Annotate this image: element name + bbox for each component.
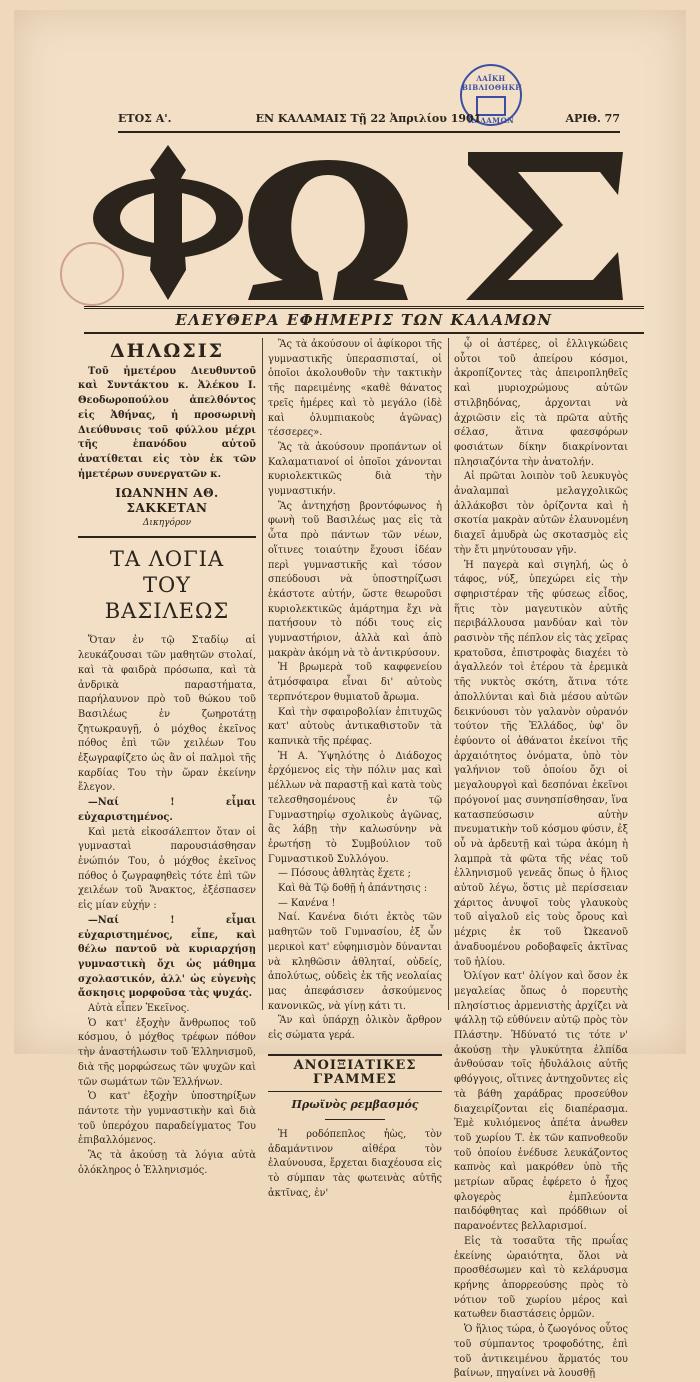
- paragraph: Καὶ θὰ Τῷ δοθῇ ἡ ἀπάντησις :: [278, 883, 428, 895]
- column-3: [454, 338, 628, 1380]
- spring-subtitle: Πρωϊνὸς ρεμβασμός: [291, 1098, 419, 1112]
- paragraph: Ἂν καὶ ὑπάρχῃ ὁλικὸν ἄρθρον εἰς σώματα γερά.: [268, 1015, 442, 1042]
- column-divider: [262, 338, 263, 1010]
- article-title-line-1: ΤΑ ΛΟΓΙΑ: [109, 547, 225, 572]
- column-1: [78, 338, 256, 1176]
- article-title: [78, 546, 256, 624]
- place-date: ΕΝ ΚΑΛΑΜΑΙΣ Τῇ 22 Ἀπριλίου 1901: [255, 112, 482, 125]
- paragraph: Καὶ μετὰ εἰκοσάλεπτον ὅταν οἱ γυμνασταὶ παρουσιάσθησαν ἐνώπιόν Του, ὁ μόχθος ἐκεῖνος πόθος ὁ ζωγραφηθεὶς τότε ἐπὶ τῶν χειλέων τοῦ Ἄνακτος, ἐξέσπασεν εἰς μίαν εὐχήν :: [78, 826, 256, 912]
- spring-title: ΑΝΟΙΞΙΑΤΙΚΕΣ ΓΡΑΜΜΕΣ: [268, 1054, 442, 1092]
- paragraph: Αὐτὰ εἶπεν Ἐκεῖνος.: [88, 1003, 190, 1015]
- paragraph: Ὁ κατ' ἐξοχὴν ὑποστηρίξων πάντοτε τὴν γυμναστικὴν καὶ διὰ τοῦ ὑπερόχου παραδείγματος Του ἐπιβαλλόμενος.: [78, 1091, 256, 1147]
- paragraph: Ἡ παγερὰ καὶ σιγηλή, ὡς ὁ τάφος, νύξ, ὑπεχώρει εἰς τὴν σφηριστέραν τῆς φύσεως εἶδος, ἥτις τὸν μαγευτικὸν αὐτῆς περιβάλλουσα μανδύαν καὶ τὸν ρασινὸν τῆς πέπλον εἰς τὰς χεῖρας κρατοῦσα, ἐπιστροφὰς διαχέει τὸ ἀγαλλεόν τοὶ ἑτέρου τὰ ἐρεμικὰ τῆς νυκτὸς σκότη, ἅτινα τότε ἀπολλύνται καὶ διὰ μέσου αὐτῶν δεικνύουσι τὸν γαλανὸν οὐρανόν τούτον τῆς Ἑλλάδος, ὑφ' ὃν ἐφύοντο οἱ ἀθάνατοι ἐκείνοι τῆς ἀρχαιότητος ὁνόματα, ὑπὸ τὸν γαλήνιον τοῦ ὁποίου ὄχι οἱ μεγαλουργοὶ καὶ δεσπόναι ἐκεῖνοι πρόγονοί μας συνησπίσθησαν, ἵνα κατασπεύσωσιν αὐτὴν πνευματικὴν τοῦ κόσμου φύσιν, ἐξ οὗ νὰ ἀρδευτῇ καὶ τώρα ἀκόμη ἡ λαμπρὰ τὰ φῶτα τῆς νέας τοῦ ἑλληνισμοῦ γενεᾶς ὅπως ὁ ἥλιος αὐτοῦ λέγω, ὅστις μὲ περίσσειαν χάριτος ἀνυψοῖ τοὺς γλαυκοὺς τοῦ αἰγαλοῦ εἰς τοὺς ὄρους καὶ μέχρις ἐκ τοῦ Ὠκεανοῦ ἀναδυομένου ροδοβαφεῖς ἀκτῖνας τοῦ ἡλίου.: [454, 559, 628, 968]
- paragraph: Ναί. Κανένα διότι ἐκτὸς τῶν μαθητῶν τοῦ Γυμνασίου, ἐξ ὧν μερικοὶ κατ' εὐφημισμὸν δύνανται νὰ κληθῶσιν ἀθληταί, οὐδείς, ἀπολύτως, οὐδεὶς ἐκ τῆς νεολαίας μας ἀπεφάσισεν ἀσκούμενος κανονικῶς, νὰ γίνῃ κάτι τι.: [268, 912, 442, 1012]
- paragraph: Ὀλίγον κατ' ὀλίγον καὶ ὅσον ἐκ μεγαλείας ὅπως ὁ πορευτὴς πλησίστιος ἀρμενιστὴς ἀρχίζει νὰ ψάλλῃ τῷ εὐθύνειν αὐτῷ πρὸς τὸν Πλάστην. Ἠδύνατό τις τότε ν' ἀκούσῃ τὴν γλυκύτητα ἐλπίδα ἀνθούσαν τοῖς ἠδυλάλοις αὐτῆς φθόγγοις, οἵτινες ἀντηχοῦντες εἰς τὰ βάθη χαράδρας προσεύθον διαχειρίζονται εἰς διαπέρασμα. Ἐμὲ κυλιόμενος ἀπέτα ἀνωθεν τοῦ χωρίου Τ. ἐκ τῶν καπνοθεοῦν τοῦ ὁποίου ἐνέδυσε λευκάζοντος καπνὸς καὶ μακρόθεν ὑπὸ τῆς μετρίων αὔρας ἐφέρετο ὁ ἦχος φλογερὸς ἐμπλεύοντα παιδόφθητας καὶ πρόδθιων οἱ παρανοέντες βελλαρισμοί.: [454, 971, 628, 1233]
- paragraph: Ἡ Α. Ὑψηλότης ὁ Διάδοχος ἐρχόμενος εἰς τὴν πόλιν μας καὶ μέλλων νὰ παραστῇ καὶ κατὰ τοὺς τελεσθησομένους ἐν τῷ Γυμναστηρίῳ σχολικοὺς ἀγῶνας, ἂς λάβῃ τὴν καλωσύνην νὰ ἐρωτήσῃ τὸ Συμβούλιον τοῦ Γυμναστικοῦ Συλλόγου.: [268, 750, 442, 865]
- paragraph: —Ναί ! εἶμαι εὐχαριστημένος, εἶπε, καὶ θέλω παντοῦ νὰ κυριαρχήσῃ γυμναστικὴ ὄχι ὡς μάθημα σχολαστικόν, ἀλλ' ὡς εὐγενὴς ἄσκησις μορφοῦσα τὰς ψυχάς.: [78, 914, 256, 1000]
- paragraph: Ὁ ἥλιος τώρα, ὁ ζωογόνος οὗτος τοῦ σύμπαντος τροφοδότης, ἐπὶ τοῦ ἀντικειμένου ἅρματός του βαίνων, πηγαίνει νὰ λουσθῇ: [454, 1324, 628, 1380]
- column-divider: [448, 338, 449, 1010]
- paragraph: Καὶ τὴν σφαιροβολίαν ἐπιτυχῶς κατ' αὐτοὺς ἀντικαθιστοῦν τὰ καπνικὰ τῆς πρέφας.: [268, 706, 442, 747]
- paragraph: Ἡ ροδόπεπλος ἠὼς, τὸν ἀδαμάντινον αἰθέρα τὸν ἐλαύνουσα, ἔρχεται διαχέουσα εἰς τὸ σύμπαν τὰς φωτεινὰς αὐτῆς ἀκτῖνας, ἐν': [268, 1128, 442, 1199]
- masthead-logo: [88, 140, 628, 305]
- issue-label: ΑΡΙΘ.: [565, 112, 601, 125]
- sigma-letter: [466, 152, 623, 300]
- paragraph: Ὁ κατ' ἐξοχὴν ἄνθρωπος τοῦ κόσμου, ὁ μόχθος τρέφων πόθον τὴν ἀναστήλωσιν τοῦ Ἑλληνισμοῦ, διὰ τῆς μορφώσεως τῶν ψυχῶν καὶ τῶν σωμάτων τῶν Ἑλλήνων.: [78, 1017, 256, 1088]
- paragraph: —Ναί ! εἶμαι εὐχαριστημένος.: [78, 797, 256, 823]
- short-rule: [325, 1119, 385, 1120]
- paragraph: Ὅταν ἐν τῷ Σταδίῳ αἱ λευκάζουσαι τῶν μαθητῶν στολαί, καὶ τὰ φαιδρὰ πρόσωπα, καὶ τὰ ἀνδρικὰ παραστήματα, παρήλαυνον πρὸ τοῦ θώκου τοῦ Βασιλέως ἐν ζωηροτάτῃ ζητωκραυγῇ, ὁ μόχθος ἐκεῖνος πόθος ἐπὶ τῶν χειλέων Του ἐξωγραφίζετο ὡς ἂν οἱ παλμοὶ τῆς καρδίας Του τὴν ὥραν ἐκείνην ἔλεγον.: [78, 635, 256, 794]
- declaration-role: Δικηγόρον: [142, 517, 192, 528]
- phi-letter: [93, 145, 243, 300]
- paragraph: Ἂς τὰ ἀκούσουν οἱ ἀφίκοροι τῆς γυμναστικῆς ὑπερασπισταί, οἱ ὁποῖοι ἀκολουθοῦν τὴν τακτικὴν τῆς παρειμένης «καθὲ θάνατος τρεῖς ἡμέρες καὶ τὸ μεγάλο (ἰδὲ καὶ ὀλυμπιακοὺς ἀγῶνας) τέσσερες».: [268, 339, 442, 439]
- omega-letter: [248, 160, 408, 300]
- paragraph: Ἂς ἀντηχήσῃ βροντόφωνος ἡ φωνὴ τοῦ Βασιλέως μας εἰς τὰ ὦτα πρὸ πάντων τῶν νέων, οἵτινες τοιαύτην ἔχουσι ἰδέαν περὶ γυμναστικῆς καὶ τόσον σπεύδουσι νὰ ὑποστηρίζωσι ἑκάστοτε αὐτήν, ὥστε θεωροῦσι κυριολεκτικῶς ἁμάρτημα ἔχι νὰ πατήσουν τὸ πόδι τους εἰς γυμναστήριον, ἀλλὰ καὶ ἀπὸ μακρὰν ἀκόμη νὰ τὸ ἀντικρύσουν.: [268, 500, 442, 659]
- paragraph: ᾧ οἱ ἀστέρες, οἱ ἐλλιγκώδεις οὗτοι τοῦ ἀπείρου κόσμοι, ἀκροπίζοντες τὰς ἀπειροπληθεῖς καὶ μυριοχρώμους αὐτῶν στιλβηδόνας, ἀρχονται νὰ ἀχριῶσιν εἰς τὰ πρῶτα αὐτῆς σέλασ, ἅτινα φαεσφόρων φοσιάτων δίκην διακρίνονται πλησιαζόντα τὴν ἀνατολήν.: [454, 339, 628, 468]
- stamp-city: ΚΑΛΑΜΩΝ: [467, 116, 515, 125]
- paragraph: — Κανένα !: [278, 897, 336, 909]
- issue-number: 77: [604, 112, 620, 125]
- declaration-name: ΙΩΑΝΝΗΝ ΑΘ. ΣΑΚΚΕΤΑΝ: [115, 486, 219, 516]
- paragraph: Εἰς τὰ τοσαῦτα τῆς πρωΐας ἐκείνης ὡραιότητα, ὅλοι νὰ προσθέσωμεν καὶ τὸ κελάρυσμα κρήνης ἀπορρεούσης πρὸς τὸ νότιον τοῦ χωρίου μέρος καὶ κατωθεν διαστάσεις ὁρμῶν.: [454, 1235, 628, 1321]
- newspaper-page: [14, 10, 686, 1380]
- paragraph: Ἡ βρωμερὰ τοῦ καφφενείου ἀτμόσφαιρα εἶναι δι' αὐτοὺς τερπνότερον θυμιατοῦ ἄρωμα.: [268, 662, 442, 703]
- year-label: ΕΤΟΣ Α'.: [118, 112, 172, 125]
- paragraph: Αἱ πρῶται λοιπὸν τοῦ λευκυγὸς ἀναλαμπαὶ μελαγχολικῶς ἀλλάκοβσι τὸν ὁρίζοντα καὶ ἡ σκοτία μακρὰν αὐτῶν ἐλαυνομένη διαχεῖ ἀμυδρὰ ὡς σκοτασμὸς εἰς τὴν ἔτι μηνύτουσαν γῆν.: [454, 471, 628, 556]
- header-line: [118, 112, 620, 133]
- issue: [565, 112, 620, 125]
- paragraph: — Πόσους ἀθλητὰς ἔχετε ;: [278, 868, 411, 880]
- declaration-text: Τοῦ ἡμετέρου Διευθυντοῦ καὶ Συντάκτου κ. Ἀλέκου Ι. Θεοδωροπούλου ἀπελθόντος εἰς Ἀθήνας, ἡ προσωρινὴ Διεύθυνσις τοῦ φύλλου μέχρι τῆς ἐπανόδου αὐτοῦ ἀνατίθεται εἰς τὸν ἐκ τῶν ἡμετέρων συνεργατῶν κ.: [78, 365, 256, 480]
- section-rule: [78, 536, 256, 538]
- masthead-title: [88, 140, 628, 305]
- stamp-text: ΛΑΪΚΗ ΒΙΒΛΙΟΘΗΚΗ: [462, 74, 523, 92]
- article-title-line-2: ΤΟΥ ΒΑΣΙΛΕΩΣ: [104, 573, 230, 624]
- declaration-title: ΔΗΛΩΣΙΣ: [109, 340, 225, 362]
- column-2: [268, 338, 442, 1199]
- masthead-subtitle: ΕΛΕΥΘΕΡΑ ΕΦΗΜΕΡΙΣ ΤΩΝ ΚΑΛΑΜΩΝ: [84, 306, 644, 334]
- paragraph: Ἂς τὰ ἀκούσουν προπάντων οἱ Καλαματιανοί οἱ ὁποῖοι χάνονται κυριολεκτικῶς διὰ τὴν γυμναστικήν.: [268, 441, 442, 498]
- paragraph: Ἂς τὰ ἀκούσῃ τὰ λόγια αὐτὰ ὁλόκληρος ὁ Ἑλληνισμός.: [78, 1150, 256, 1176]
